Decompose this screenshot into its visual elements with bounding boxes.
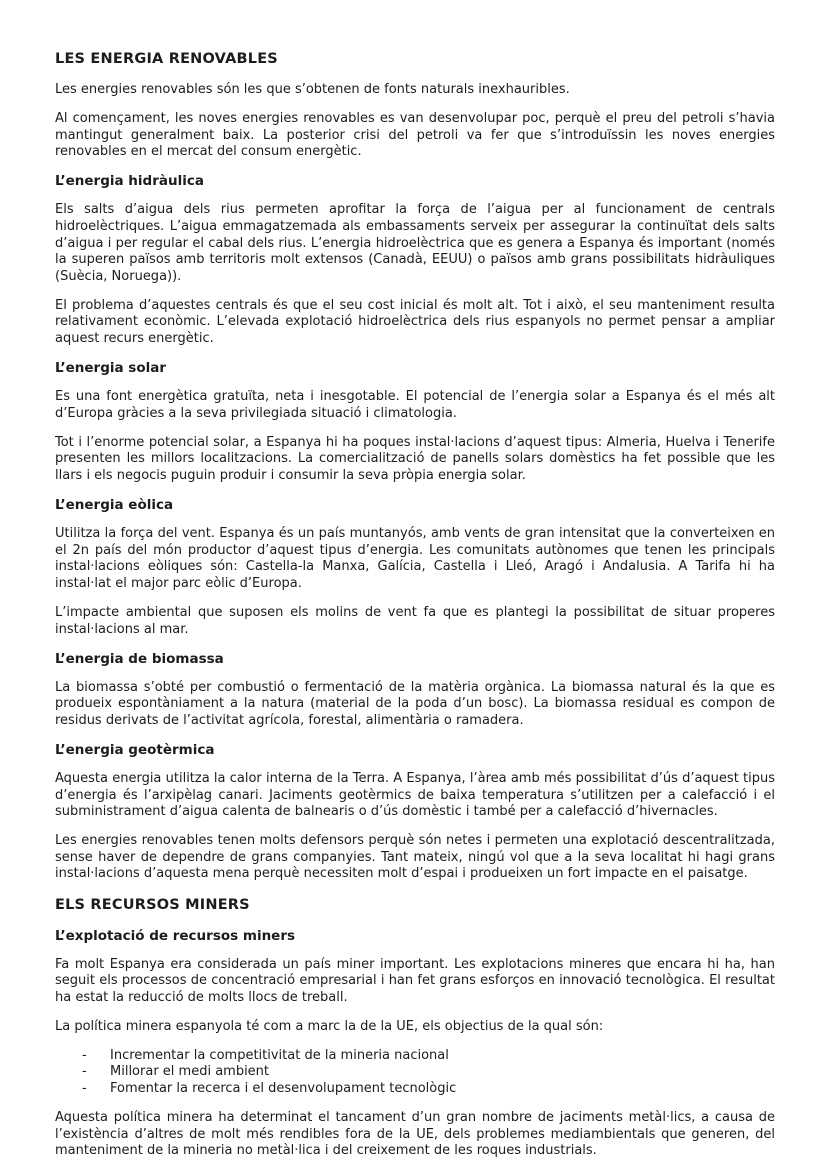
list-item-objective-1: - Incrementar la competitivitat de la mineria nacional — [55, 1048, 775, 1065]
paragraph-intro-2: Al començament, les noves energies renovables es van desenvolupar poc, perquè el preu del petroli s’havia mantingut generalment baix. La posterior crisi del petroli va fer que s’introduïssin les noves energies renovables en el mercat del consum energètic. — [55, 111, 775, 160]
section-heading-explotacio-miners: L’explotació de recursos miners — [55, 927, 296, 944]
paragraph-solar-1: Es una font energètica gratuïta, neta i inesgotable. El potencial de l’energia solar a Espanya és el més alt d’Europa gràcies a la seva privilegiada situació i climatologia. — [55, 389, 775, 421]
paragraph-eolica-1: Utilitza la força del vent. Espanya és un país muntanyós, amb vents de gran intensitat que la converteixen en el 2n país del món productor d’aquest tipus d’energia. Les comunitats autònomes que tenen les principals instal·lacions eòliques són: Castella-la Manxa, Galícia, Castella i Lleó, Aragó i Andalusia. A Tarifa hi ha instal·lat el major parc eòlic d’Europa. — [55, 526, 775, 591]
objectives-list — [55, 1048, 775, 1098]
section-heading-energia-eolica: L’energia eòlica — [55, 497, 174, 514]
paragraph-miners-2: La política minera espanyola té com a marc la de la UE, els objectius de la qual són: — [55, 1018, 604, 1034]
paragraph-solar-2: Tot i l’enorme potencial solar, a Espanya hi ha poques instal·lacions d’aquest tipus: Almeria, Huelva i Tenerife presenten les millors localitzacions. La comercialització de panells solars domèstics ha fet possible que les llars i els negocis puguin produir i consumir la seva pròpia energia solar. — [55, 434, 775, 483]
section-heading-energia-hidraulica: L’energia hidràulica — [55, 173, 204, 190]
paragraph-geotermica-1: Aquesta energia utilitza la calor interna de la Terra. A Espanya, l’àrea amb més possibilitat d’ús d’aquest tipus d’energia és l’arxipèlag canari. Jaciments geotèrmics de baixa temperatura s’utilitzen per a calefacció i el subministrament d’aigua calenta de balnearis o d’ús domèstic i també per a calefacció d’hivernacles. — [55, 770, 775, 820]
paragraph-biomassa-1: La biomassa s’obté per combustió o fermentació de la matèria orgànica. La biomassa natural és la que es produeix espontàniament a la natura (material de la poda d’un bosc). La biomassa residual es compon de residus derivats de l’activitat agrícola, forestal, alimentària o ramadera. — [55, 679, 775, 728]
section-heading-energia-biomassa: L’energia de biomassa — [55, 650, 224, 667]
paragraph-miners-closing: Aquesta política minera ha determinat el tancament d’un gran nombre de jaciments metàl·lics, a causa de l’existència d’altres de molt més rendibles fora de la UE, dels problemes mediambientals que generen, del manteniment de la mineria no metàl·lica i del creixement de les roques industrials. — [55, 1110, 775, 1159]
section-heading-energia-solar: L’energia solar — [55, 360, 167, 377]
paragraph-geotermica-2: Les energies renovables tenen molts defensors perquè són netes i permeten una explotació descentralitzada, sense haver de dependre de grans companyies. Tant mateix, ningú vol que a la seva localitat hi hagi grans instal·lacions d’aquesta mena perquè necessiten molt d’espai i produeixen un fort impacte en el paisatge. — [55, 833, 775, 882]
paragraph-eolica-2: L’impacte ambiental que suposen els molins de vent fa que es plantegi la possibilitat de situar properes instal·lacions al mar. — [55, 604, 775, 637]
document-title-recursos-miners: ELS RECURSOS MINERS — [55, 896, 250, 913]
list-item-objective-2: - Millorar el medi ambient — [55, 1064, 775, 1081]
section-heading-energia-geotermica: L’energia geotèrmica — [55, 741, 215, 758]
paragraph-hidraulica-1: Els salts d’aigua dels rius permeten aprofitar la força de l’aigua per al funcionament de centrals hidroelèctriques. L’aigua emmagatzemada als embassaments serveix per assegurar la continuïtat dels salts d’aigua i per regular el cabal dels rius. L’energia hidroelèctrica que es genera a Espanya és important (només la superen països amb territoris molt extensos (Canadà, EEUU) o països amb grans possibilitats hidràuliques (Suècia, Noruega)). — [55, 202, 775, 284]
paragraph-hidraulica-2: El problema d’aquestes centrals és que el seu cost inicial és molt alt. Tot i això, el seu manteniment resulta relativament econòmic. L’elevada explotació hidroelèctrica dels rius espanyols no permet pensar a ampliar aquest recurs energètic. — [55, 297, 775, 347]
list-item-objective-3: - Fomentar la recerca i el desenvolupament tecnològic — [55, 1081, 775, 1098]
paragraph-miners-1: Fa molt Espanya era considerada un país miner important. Les explotacions mineres que encara hi ha, han seguit els processos de concentració empresarial i han fet grans esforços en innovació tecnològica. El resultat ha estat la reducció de molts llocs de treball. — [55, 956, 775, 1005]
document-title-energies-renovables: LES ENERGIA RENOVABLES — [55, 51, 278, 67]
paragraph-intro-1: Les energies renovables són les que s’obtenen de fonts naturals inexhauribles. — [55, 82, 570, 97]
